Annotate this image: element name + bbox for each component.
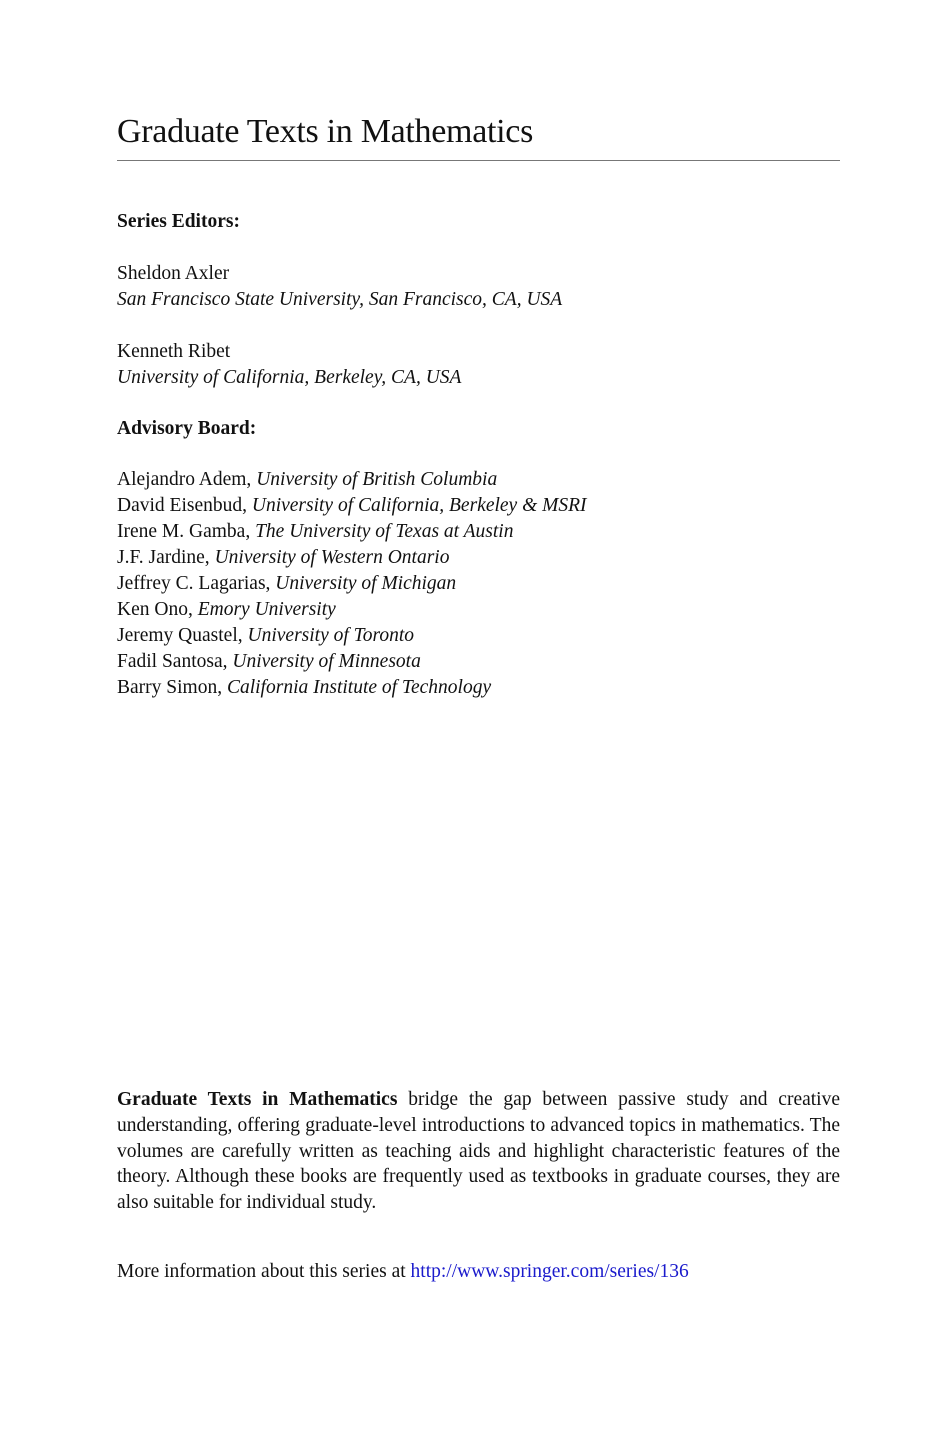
board-member	[117, 545, 587, 571]
member-affiliation: California Institute of Technology	[226, 677, 492, 698]
description-body: bridge the gap between passive study and creative understanding, offering graduate-level introductions to advanced topics in mathematics. The volumes are carefully written as teaching aids and highlight characteristic features of the theory. Although these books are frequently used as textbooks in graduate courses, they are also suitable for individual study.	[117, 1089, 840, 1214]
editor-entry	[117, 339, 461, 391]
board-member	[117, 493, 587, 519]
member-name: David Eisenbud,	[117, 495, 252, 516]
series-link[interactable]: http://www.springer.com/series/136	[410, 1261, 689, 1282]
editor-entry	[117, 261, 562, 313]
board-member	[117, 675, 587, 701]
member-affiliation: University of California, Berkeley & MSRI	[251, 495, 587, 516]
member-affiliation: University of Michigan	[275, 573, 457, 594]
board-member	[117, 519, 587, 545]
member-affiliation: University of Minnesota	[232, 651, 421, 672]
series-description	[117, 1087, 840, 1216]
member-name: Irene M. Gamba,	[117, 521, 256, 542]
editor-name: Kenneth Ribet	[117, 341, 231, 362]
series-editors-heading: Series Editors:	[117, 211, 240, 232]
editor-affiliation: University of California, Berkeley, CA, USA	[117, 367, 462, 388]
advisory-board-heading: Advisory Board:	[117, 418, 257, 439]
member-name: Ken Ono,	[117, 599, 198, 620]
member-name: J.F. Jardine,	[117, 547, 215, 568]
editor-name: Sheldon Axler	[117, 263, 230, 284]
page-title: Graduate Texts in Mathematics	[117, 113, 534, 150]
more-info-line	[117, 1259, 689, 1285]
member-affiliation: University of British Columbia	[256, 469, 498, 490]
member-affiliation: University of Western Ontario	[214, 547, 450, 568]
member-name: Jeffrey C. Lagarias,	[117, 573, 276, 594]
board-member	[117, 571, 587, 597]
member-name: Alejandro Adem,	[117, 469, 257, 490]
title-divider	[117, 160, 840, 161]
member-name: Fadil Santosa,	[117, 651, 233, 672]
series-name-bold: Graduate Texts in Mathematics	[117, 1089, 398, 1110]
board-member	[117, 467, 587, 493]
more-info-text: More information about this series at	[117, 1261, 411, 1282]
board-member	[117, 597, 587, 623]
member-name: Barry Simon,	[117, 677, 227, 698]
board-member	[117, 649, 587, 675]
advisory-board-list	[117, 467, 587, 701]
member-affiliation: Emory University	[197, 599, 336, 620]
member-name: Jeremy Quastel,	[117, 625, 248, 646]
member-affiliation: University of Toronto	[247, 625, 414, 646]
editor-affiliation: San Francisco State University, San Francisco, CA, USA	[117, 289, 563, 310]
board-member	[117, 623, 587, 649]
member-affiliation: The University of Texas at Austin	[255, 521, 514, 542]
